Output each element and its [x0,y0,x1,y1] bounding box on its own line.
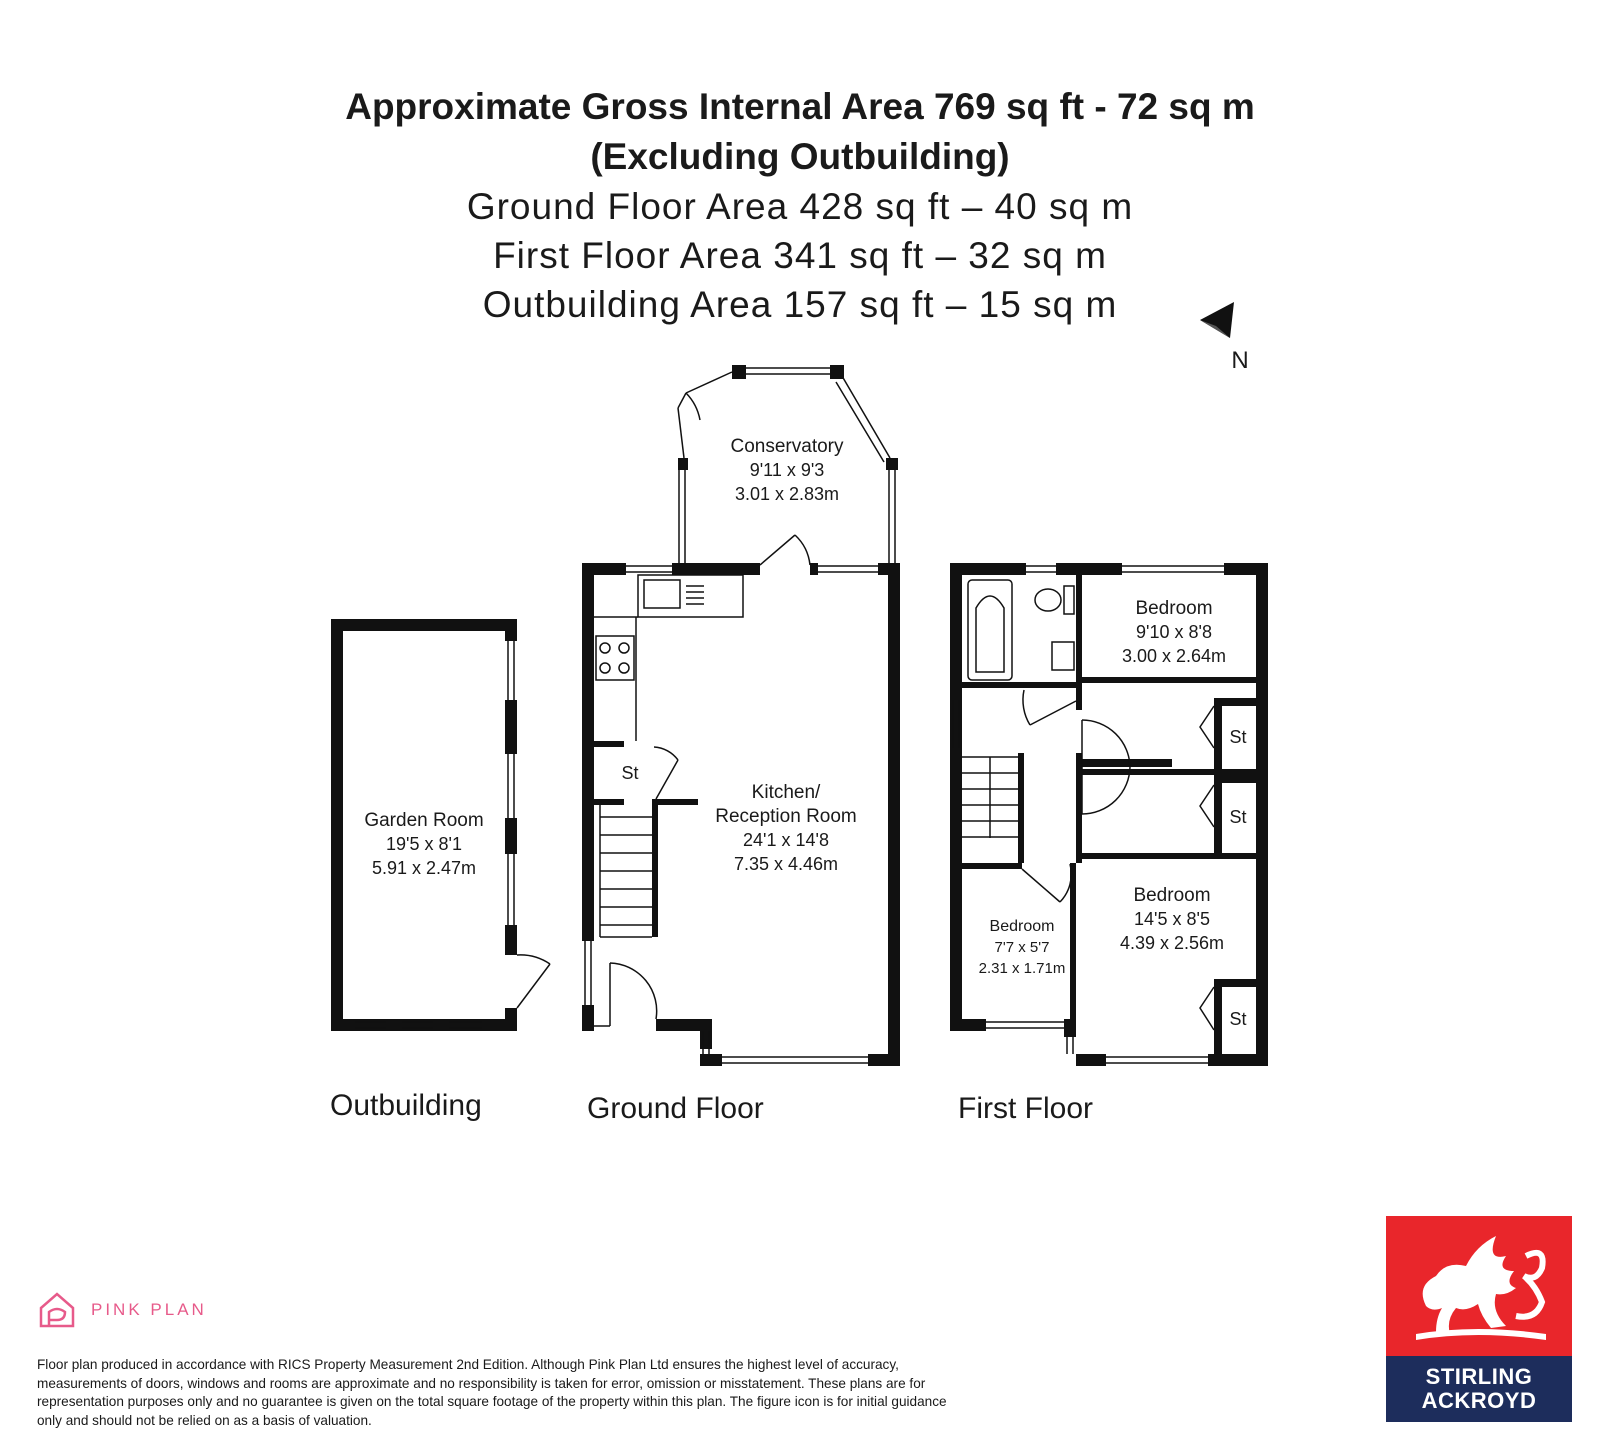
room-conservatory [731,436,844,504]
compass-icon [1200,302,1249,374]
area-subtitle: (Excluding Outbuilding) [590,136,1010,177]
ground-store-label: St [621,763,639,783]
room-garden-room [364,810,483,878]
room-kitchen [715,782,857,874]
room-bedroom-2 [1120,885,1224,953]
ground-floor-walls [582,365,900,1066]
agent-name [1386,1356,1572,1422]
bedroom-1-name: Bedroom [1135,598,1213,619]
bedroom-1-metric: 3.00 x 2.64m [1121,646,1227,666]
bedroom-3-imperial: 7'7 x 5'7 [994,939,1050,956]
first-store-label-3: St [1229,1009,1247,1029]
bedroom-3-metric: 2.31 x 1.71m [978,960,1066,977]
room-bedroom-1 [1122,598,1226,666]
first-floor-area: First Floor Area 341 sq ft – 32 sq m [493,235,1107,276]
ground-floor-lines [585,368,895,1063]
compass-label: N [1231,347,1249,374]
agent-name-line-2: ACKROYD [1421,1388,1537,1413]
pink-plan-text: PINK PLAN [91,1300,207,1319]
kitchen-name-2: Reception Room [715,806,857,827]
conservatory-imperial: 9'11 x 9'3 [749,460,825,480]
bedroom-2-name: Bedroom [1133,885,1211,906]
agent-name-line-1: STIRLING [1425,1364,1533,1389]
pink-plan-icon [37,1290,77,1330]
outbuilding-area: Outbuilding Area 157 sq ft – 15 sq m [482,284,1118,325]
kitchen-imperial: 24'1 x 14'8 [743,830,829,850]
area-title: Approximate Gross Internal Area 769 sq ft - 72 sq m [345,86,1255,127]
room-bedroom-3 [979,918,1066,977]
disclaimer-text: Floor plan produced in accordance with RICS Property Measurement 2nd Edition. Although Pink Plan Ltd ensures the highest level of accuracy, measurements of doors, windows and rooms are approximate and no responsibility is taken for error, omission or misstatement. These plans are for representation purposes only and no guarantee is given on the total square footage of the property within this plan. The figure icon is for initial guidance only and should not be relied on as a basis of valuation. [37,1357,947,1428]
ground-floor-area: Ground Floor Area 428 sq ft – 40 sq m [466,186,1134,227]
outbuilding-label: Outbuilding [330,1089,482,1122]
ground-floor-label: Ground Floor [587,1092,764,1125]
first-store-label-1: St [1229,727,1247,747]
bedroom-2-metric: 4.39 x 2.56m [1119,933,1225,953]
first-floor-walls [950,563,1268,1066]
kitchen-name: Kitchen/ [751,782,821,803]
garden-room-imperial: 19'5 x 8'1 [386,834,462,854]
bedroom-1-imperial: 9'10 x 8'8 [1136,622,1212,642]
garden-room-metric: 5.91 x 2.47m [371,858,477,878]
stirling-ackroyd-logo [1386,1216,1572,1422]
first-floor-label: First Floor [958,1092,1093,1125]
griffin-icon [1386,1216,1572,1356]
garden-room-name: Garden Room [364,810,484,831]
first-store-label-2: St [1229,807,1247,827]
bedroom-3-name: Bedroom [989,918,1055,935]
kitchen-metric: 7.35 x 4.46m [733,854,839,874]
bedroom-2-imperial: 14'5 x 8'5 [1134,909,1210,929]
pink-plan-logo [37,1290,207,1330]
conservatory-name: Conservatory [730,436,844,457]
conservatory-metric: 3.01 x 2.83m [734,484,840,504]
